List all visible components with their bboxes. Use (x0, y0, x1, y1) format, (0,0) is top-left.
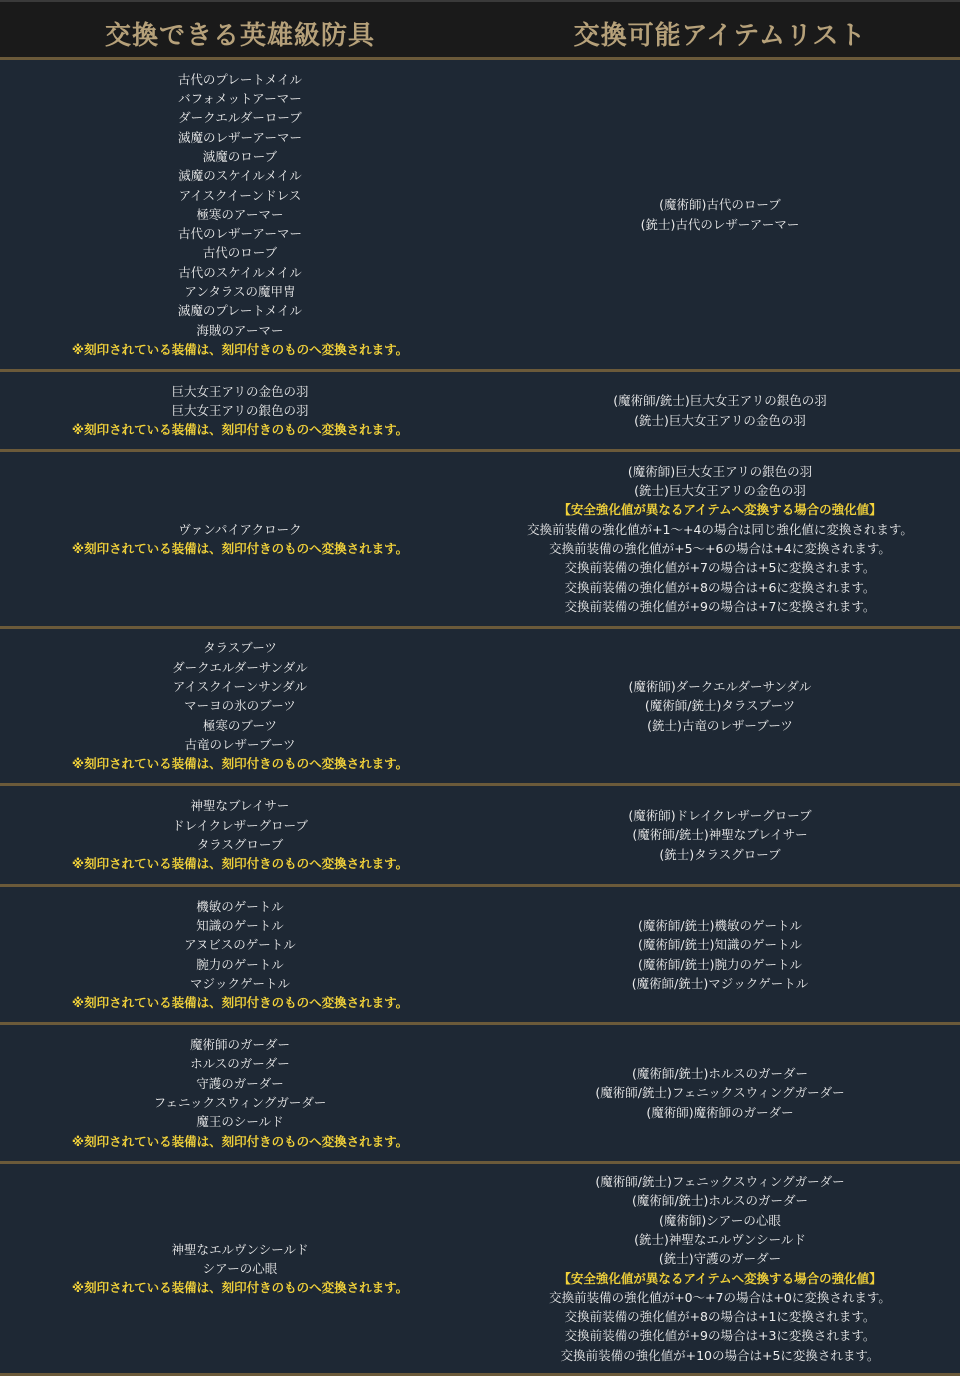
armor-name: 神聖なエルヴンシールド (171, 1241, 309, 1257)
armor-name: ホルスのガーダー (190, 1056, 290, 1072)
armor-name: アンタラスの魔甲冑 (184, 284, 296, 300)
armor-name: タラスグローブ (196, 837, 284, 852)
exchange-list-cell (480, 452, 960, 626)
exchange-item: (銃士)タラスグローブ (659, 846, 781, 862)
exchange-item: 交換前装備の強化値が+8の場合は+6に変換されます。 (564, 579, 876, 595)
exchange-item: (魔術師/銃士)神聖なブレイサー (632, 827, 808, 843)
exchange-list-cell (480, 372, 960, 449)
exchange-item: (魔術師/銃士)腕力のゲートル (638, 956, 802, 972)
armor-name: 古代のスケイルメイル (178, 264, 302, 280)
exchange-item: (魔術師)ダークエルダーサンダル (628, 679, 812, 695)
exchange-item: (魔術師)シアーの心眼 (659, 1212, 781, 1228)
armor-name: タラスブーツ (203, 640, 277, 656)
armor-name: 滅魔のレザーアーマー (177, 129, 302, 145)
table-row (0, 60, 960, 372)
header-exchangeable-armor: 交換できる英雄級防具 (104, 21, 375, 51)
armor-name: アヌビスのゲートル (184, 937, 296, 953)
exchange-item: 交換前装備の強化値が+5～+6の場合は+4に変換されます。 (549, 541, 891, 556)
exchange-item: (魔術師)巨大女王アリの銀色の羽 (627, 463, 813, 479)
exchange-item: (銃士)古竜のレザーブーツ (647, 717, 793, 733)
armor-name: 古代のローブ (202, 245, 278, 261)
armor-name: バフォメットアーマー (178, 91, 302, 107)
table-row (0, 372, 960, 452)
armor-name: マジックゲートル (189, 975, 290, 991)
exchange-item: 交換前装備の強化値が+8の場合は+1に変換されます。 (564, 1309, 876, 1325)
armor-name: 極寒のアーマー (196, 206, 284, 222)
exchange-item: 交換前装備の強化値が+9の場合は+3に変換されます。 (564, 1328, 876, 1344)
exchange-item: (銃士)古代のレザーアーマー (640, 216, 800, 232)
note-text: ※刻印されている装備は、刻印付きのものへ変換されます。 (71, 341, 409, 357)
table-header (0, 0, 960, 60)
exchange-item: (銃士)巨大女王アリの金色の羽 (634, 412, 806, 428)
exchange-list-cell (480, 629, 960, 783)
armor-name: ダークエルダーサンダル (172, 659, 308, 675)
note-text: ※刻印されている装備は、刻印付きのものへ変換されます。 (71, 856, 409, 872)
armor-name: 古竜のレザーブーツ (184, 736, 296, 752)
armor-name: アイスクイーンドレス (178, 187, 302, 203)
exchange-item: (魔術師/銃士)ホルスのガーダー (631, 1066, 809, 1082)
note-text: ※刻印されている装備は、刻印付きのものへ変換されます。 (71, 1133, 409, 1149)
armor-name: ドレイクレザーグローブ (171, 817, 308, 833)
note-text: ※刻印されている装備は、刻印付きのものへ変換されます。 (71, 995, 409, 1011)
table-row (0, 452, 960, 629)
armor-name: シアーの心眼 (202, 1260, 278, 1276)
armor-name: 機敏のゲートル (196, 898, 284, 914)
armor-cell (0, 786, 480, 884)
armor-name: 滅魔のローブ (202, 148, 278, 164)
armor-name: 神聖なブレイサー (190, 798, 290, 814)
armor-name: 腕力のゲートル (196, 956, 284, 972)
exchange-item: (魔術師/銃士)タラスブーツ (644, 698, 796, 714)
note-text: 【安全強化値が異なるアイテムへ変換する場合の強化値】 (558, 502, 882, 518)
armor-cell (0, 629, 480, 783)
exchange-item: (魔術師/銃士)フェニックスウィングガーダー (595, 1085, 845, 1101)
armor-cell (0, 1025, 480, 1161)
armor-cell (0, 887, 480, 1022)
table-row (0, 887, 960, 1025)
exchange-item: 交換前装備の強化値が+1～+4の場合は同じ強化値に変換されます。 (527, 521, 913, 537)
exchange-item: (魔術師)ドレイクレザーグローブ (628, 808, 812, 824)
armor-cell (0, 372, 480, 449)
armor-name: 魔王のシールド (196, 1114, 284, 1130)
exchange-item: (銃士)守護のガーダー (658, 1251, 782, 1267)
armor-name: 知識のゲートル (196, 917, 284, 933)
exchange-item: (魔術師)古代のローブ (659, 197, 781, 213)
armor-name: ダークエルダーローブ (178, 110, 302, 126)
exchange-item: 交換前装備の強化値が+9の場合は+7に変換されます。 (564, 598, 876, 614)
armor-name: 海賊のアーマー (196, 322, 284, 338)
exchange-item: (魔術師/銃士)知識のゲートル (638, 937, 802, 953)
table-body (0, 60, 960, 1376)
armor-name: アイスクイーンサンダル (172, 679, 308, 695)
note-text: 【安全強化値が異なるアイテムへ変換する場合の強化値】 (558, 1270, 882, 1286)
armor-name: 古代のレザーアーマー (177, 226, 302, 242)
armor-name: 滅魔のスケイルメイル (178, 168, 302, 184)
table-row (0, 629, 960, 786)
armor-name: フェニックスウィングガーダー (153, 1095, 327, 1110)
exchange-item: 交換前装備の強化値が+0～+7の場合は+0に変換されます。 (549, 1289, 891, 1305)
armor-name: マーヨの氷のブーツ (184, 698, 296, 714)
exchange-list-cell (480, 1164, 960, 1373)
exchange-list-cell (480, 60, 960, 369)
exchange-item: 交換前装備の強化値が+7の場合は+5に変換されます。 (564, 560, 876, 576)
armor-cell (0, 452, 480, 626)
armor-cell (0, 60, 480, 369)
armor-name: 滅魔のプレートメイル (177, 303, 303, 319)
note-text: ※刻印されている装備は、刻印付きのものへ変換されます。 (71, 541, 409, 556)
exchange-item: (魔術師/銃士)フェニックスウィングガーダー (595, 1174, 845, 1190)
exchange-item: (魔術師/銃士)マジックゲートル (631, 975, 809, 991)
table-row (0, 1025, 960, 1164)
armor-name: 巨大女王アリの金色の羽 (171, 383, 309, 399)
table-row (0, 786, 960, 887)
exchange-list-cell (480, 887, 960, 1022)
exchange-list-cell (480, 1025, 960, 1161)
exchange-item: (魔術師/銃士)機敏のゲートル (638, 917, 802, 933)
exchange-item: (銃士)巨大女王アリの金色の羽 (634, 483, 806, 499)
exchange-item: (魔術師/銃士)ホルスのガーダー (631, 1193, 809, 1209)
armor-name: 極寒のブーツ (202, 717, 278, 733)
table-row (0, 1164, 960, 1376)
exchange-item: (魔術師/銃士)巨大女王アリの銀色の羽 (613, 393, 827, 409)
note-text: ※刻印されている装備は、刻印付きのものへ変換されます。 (71, 1280, 409, 1296)
armor-name: 古代のプレートメイル (177, 71, 303, 87)
header-exchange-item-list: 交換可能アイテムリスト (573, 21, 867, 51)
note-text: ※刻印されている装備は、刻印付きのものへ変換されます。 (71, 422, 409, 438)
note-text: ※刻印されている装備は、刻印付きのものへ変換されます。 (71, 756, 409, 772)
armor-cell (0, 1164, 480, 1373)
exchange-item: (銃士)神聖なエルヴンシールド (634, 1231, 806, 1247)
exchange-list-cell (480, 786, 960, 884)
armor-name: ヴァンパイアクローク (178, 521, 302, 537)
armor-name: 魔術師のガーダー (189, 1037, 290, 1053)
armor-name: 守護のガーダー (196, 1075, 284, 1091)
armor-name: 巨大女王アリの銀色の羽 (171, 402, 309, 418)
exchange-item: 交換前装備の強化値が+10の場合は+5に変換されます。 (560, 1347, 880, 1363)
exchange-item: (魔術師)魔術師のガーダー (646, 1104, 794, 1120)
